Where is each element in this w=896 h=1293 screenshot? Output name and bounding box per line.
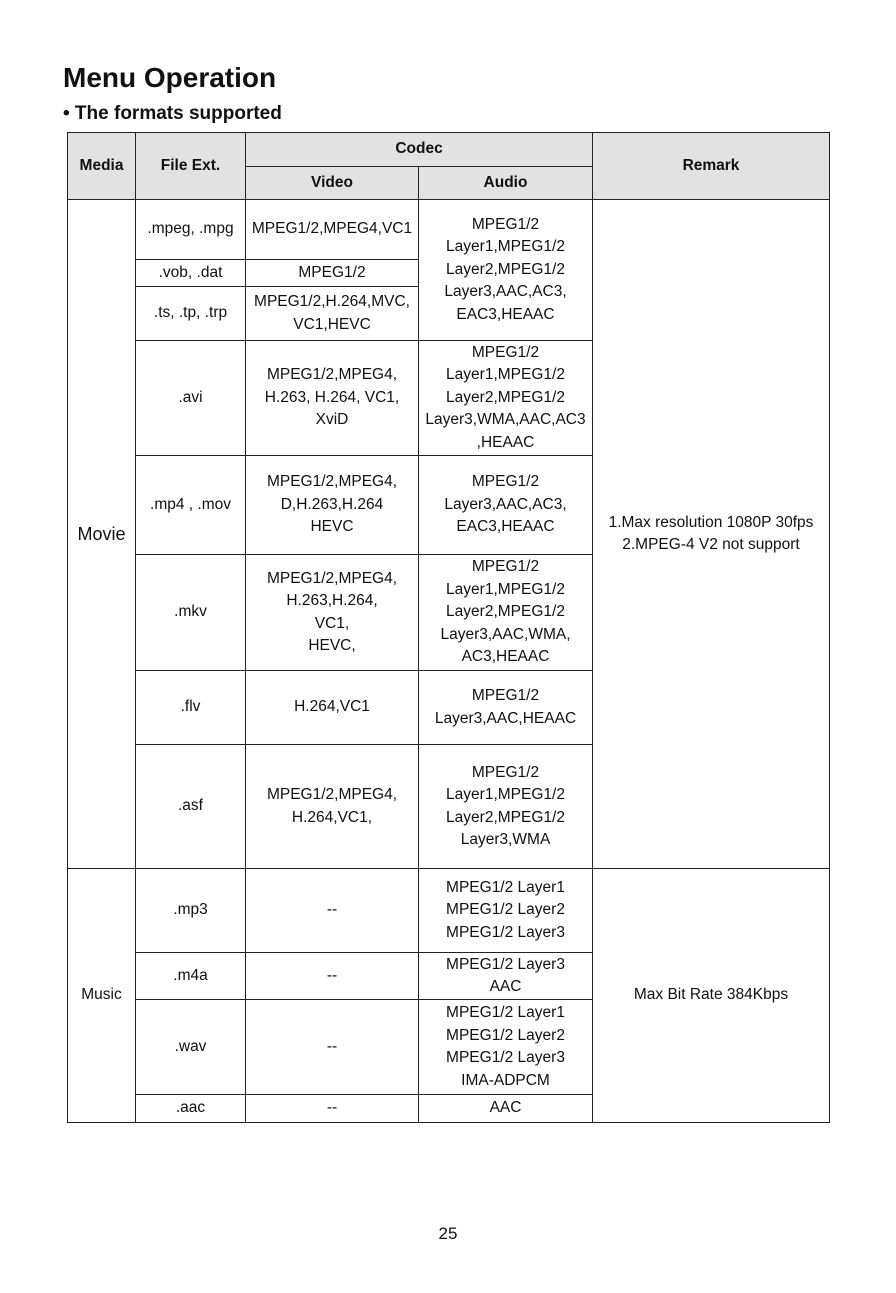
audio-cell: MPEG1/2 Layer1,MPEG1/2 Layer2,MPEG1/2 Layer3,AAC,AC3, EAC3,HEAAC xyxy=(419,200,593,341)
ext-cell: .mp4 , .mov xyxy=(136,456,246,555)
video-cell: MPEG1/2,MPEG4, H.263,H.264, VC1, HEVC, xyxy=(246,555,419,671)
header-audio: Audio xyxy=(419,167,593,200)
media-cell-music: Music xyxy=(68,869,136,1123)
audio-cell: MPEG1/2 Layer1,MPEG1/2 Layer2,MPEG1/2 Layer3,AAC,WMA, AC3,HEAAC xyxy=(419,555,593,671)
audio-cell: MPEG1/2 Layer1 MPEG1/2 Layer2 MPEG1/2 Layer3 IMA-ADPCM xyxy=(419,1000,593,1095)
page-title: Menu Operation xyxy=(63,62,277,93)
ext-cell: .mpeg, .mpg xyxy=(136,200,246,260)
video-cell: -- xyxy=(246,1000,419,1095)
ext-cell: .aac xyxy=(136,1095,246,1123)
formats-table xyxy=(67,132,830,1123)
page-number: 25 xyxy=(438,1224,458,1243)
remark-cell-movie: 1.Max resolution 1080P 30fps 2.MPEG-4 V2 not support xyxy=(593,200,830,869)
video-cell: MPEG1/2,MPEG4, H.263, H.264, VC1, XviD xyxy=(246,341,419,456)
video-cell: -- xyxy=(246,953,419,1000)
header-file-ext: File Ext. xyxy=(136,133,246,200)
section-subtitle: • The formats supported xyxy=(63,103,282,124)
remark-cell-music: Max Bit Rate 384Kbps xyxy=(593,869,830,1123)
video-cell: MPEG1/2,MPEG4,VC1 xyxy=(246,200,419,260)
video-cell: -- xyxy=(246,1095,419,1123)
video-cell: MPEG1/2,MPEG4, H.264,VC1, xyxy=(246,745,419,869)
table-row xyxy=(68,869,830,953)
header-codec: Codec xyxy=(246,133,593,167)
audio-cell: MPEG1/2 Layer1,MPEG1/2 Layer2,MPEG1/2 Layer3,WMA,AAC,AC3 ,HEAAC xyxy=(419,341,593,456)
ext-cell: .vob, .dat xyxy=(136,260,246,287)
video-cell: H.264,VC1 xyxy=(246,671,419,745)
video-cell: -- xyxy=(246,869,419,953)
video-cell: MPEG1/2,MPEG4, D,H.263,H.264 HEVC xyxy=(246,456,419,555)
video-cell: MPEG1/2 xyxy=(246,260,419,287)
table-row xyxy=(68,200,830,260)
ext-cell: .m4a xyxy=(136,953,246,1000)
video-cell: MPEG1/2,H.264,MVC, VC1,HEVC xyxy=(246,287,419,341)
ext-cell: .flv xyxy=(136,671,246,745)
audio-cell: AAC xyxy=(419,1095,593,1123)
ext-cell: .ts, .tp, .trp xyxy=(136,287,246,341)
audio-cell: MPEG1/2 Layer3 AAC xyxy=(419,953,593,1000)
audio-cell: MPEG1/2 Layer3,AAC,AC3, EAC3,HEAAC xyxy=(419,456,593,555)
header-video: Video xyxy=(246,167,419,200)
header-remark: Remark xyxy=(593,133,830,200)
ext-cell: .wav xyxy=(136,1000,246,1095)
audio-cell: MPEG1/2 Layer3,AAC,HEAAC xyxy=(419,671,593,745)
header-media: Media xyxy=(68,133,136,200)
ext-cell: .avi xyxy=(136,341,246,456)
audio-cell: MPEG1/2 Layer1 MPEG1/2 Layer2 MPEG1/2 Layer3 xyxy=(419,869,593,953)
audio-cell: MPEG1/2 Layer1,MPEG1/2 Layer2,MPEG1/2 Layer3,WMA xyxy=(419,745,593,869)
ext-cell: .mp3 xyxy=(136,869,246,953)
ext-cell: .mkv xyxy=(136,555,246,671)
media-cell-movie: Movie xyxy=(68,200,136,869)
ext-cell: .asf xyxy=(136,745,246,869)
